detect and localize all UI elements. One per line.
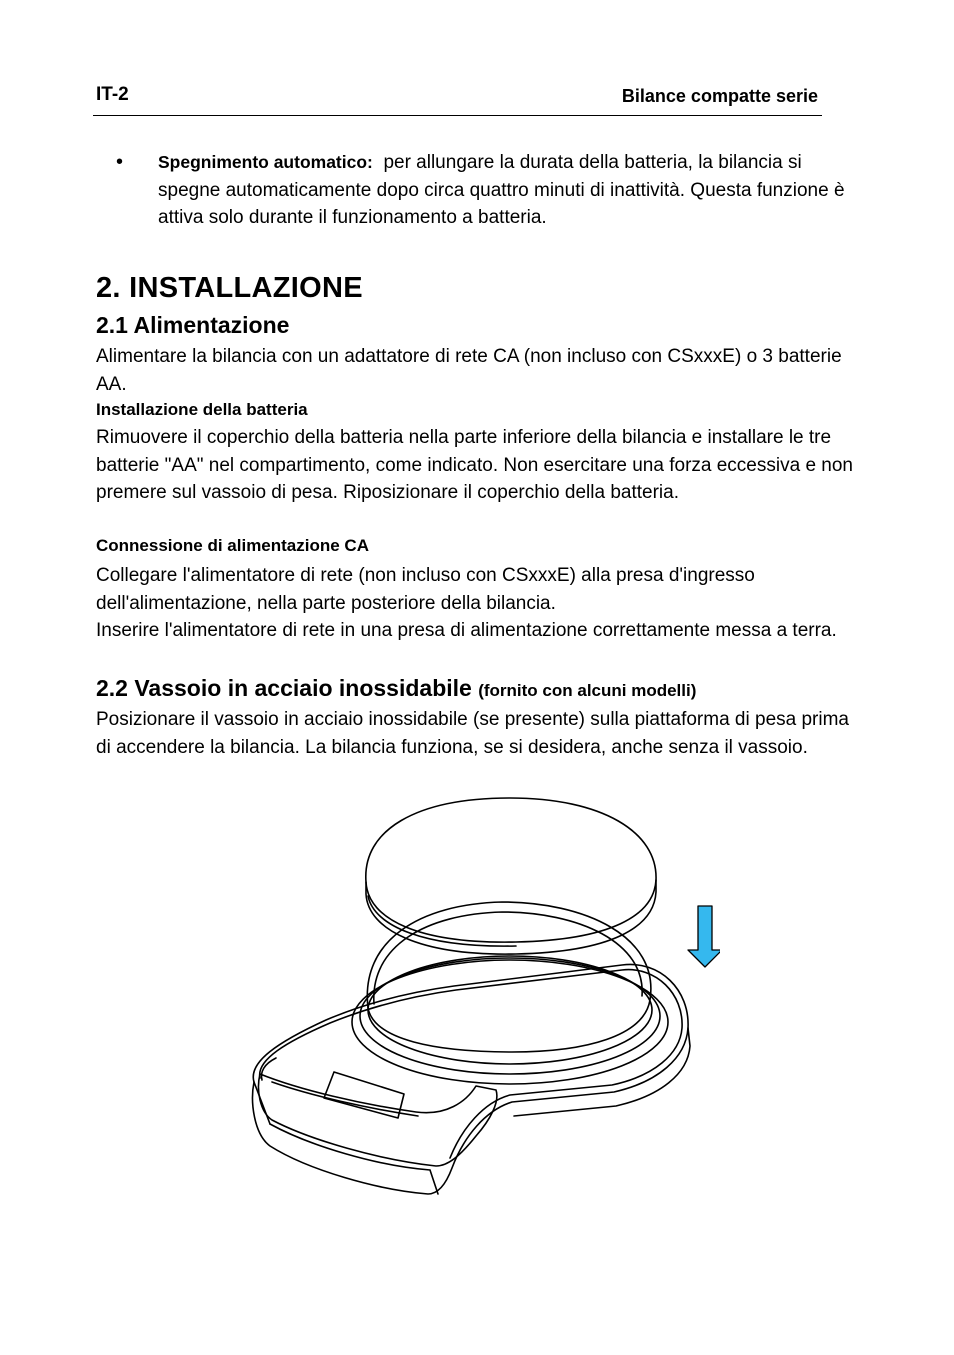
scale-with-pan-illustration — [240, 790, 720, 1210]
header-rule — [93, 115, 822, 116]
power-intro-text: Alimentare la bilancia con un adattatore di rete CA (non incluso con CSxxxE) o 3 batterie AA. — [96, 346, 842, 395]
section-title: 2. INSTALLAZIONE — [96, 272, 363, 304]
page-number: IT-2 — [96, 84, 129, 105]
ac-power-text-1: Collegare l'alimentatore di rete (non incluso con CSxxxE) alla presa d'ingresso dell'alimentazione, nella parte posteriore della bilancia. — [96, 565, 755, 614]
subsection-power-title: 2.1 Alimentazione — [96, 312, 290, 338]
scale-base-outline — [253, 964, 689, 1194]
tray-text: Posizionare il vassoio in acciaio inossidabile (se presente) sulla piattaforma di pesa prima di accendere la bilancia. La bilancia funziona, se si desidera, anche senza il vassoio. — [96, 709, 849, 758]
platform-dome — [367, 902, 651, 1052]
ac-power-heading: Connessione di alimentazione CA — [96, 536, 369, 555]
battery-heading: Installazione della batteria — [96, 400, 308, 419]
pan-rim — [366, 880, 656, 954]
battery-text: Rimuovere il coperchio della batteria nella parte inferiore della bilancia e installare le tre batterie "AA" nel compartimento, come indicato. Non esercitare una forza eccessiva e non premere sul vassoio di pesa. Riposizionare il coperchio della batteria. — [96, 427, 853, 503]
tray-title-main: 2.2 Vassoio in acciaio inossidabile — [96, 675, 472, 701]
down-arrow-icon — [688, 906, 720, 967]
ac-power-text-2: Inserire l'alimentatore di rete in una presa di alimentazione correttamente messa a terra. — [96, 620, 837, 641]
stainless-pan — [366, 798, 656, 942]
tray-title-note: (fornito con alcuni modelli) — [478, 681, 697, 700]
subsection-tray-title — [96, 675, 696, 702]
bullet-symbol: • — [116, 151, 124, 173]
scale-base-lip — [260, 970, 682, 1158]
bullet-text: per allungare la durata della batteria, la bilancia si spegne automaticamente dopo circa quattro minuti di inattività. Questa funzione è attiva solo durante il funzionamento a batteria. — [158, 152, 845, 228]
bezel-front — [259, 1074, 497, 1166]
running-header-title: Bilance compatte serie — [621, 86, 818, 106]
bullet-body — [158, 149, 856, 232]
auto-off-bullet — [96, 149, 856, 232]
bullet-label: Spegnimento automatico: — [158, 152, 373, 172]
